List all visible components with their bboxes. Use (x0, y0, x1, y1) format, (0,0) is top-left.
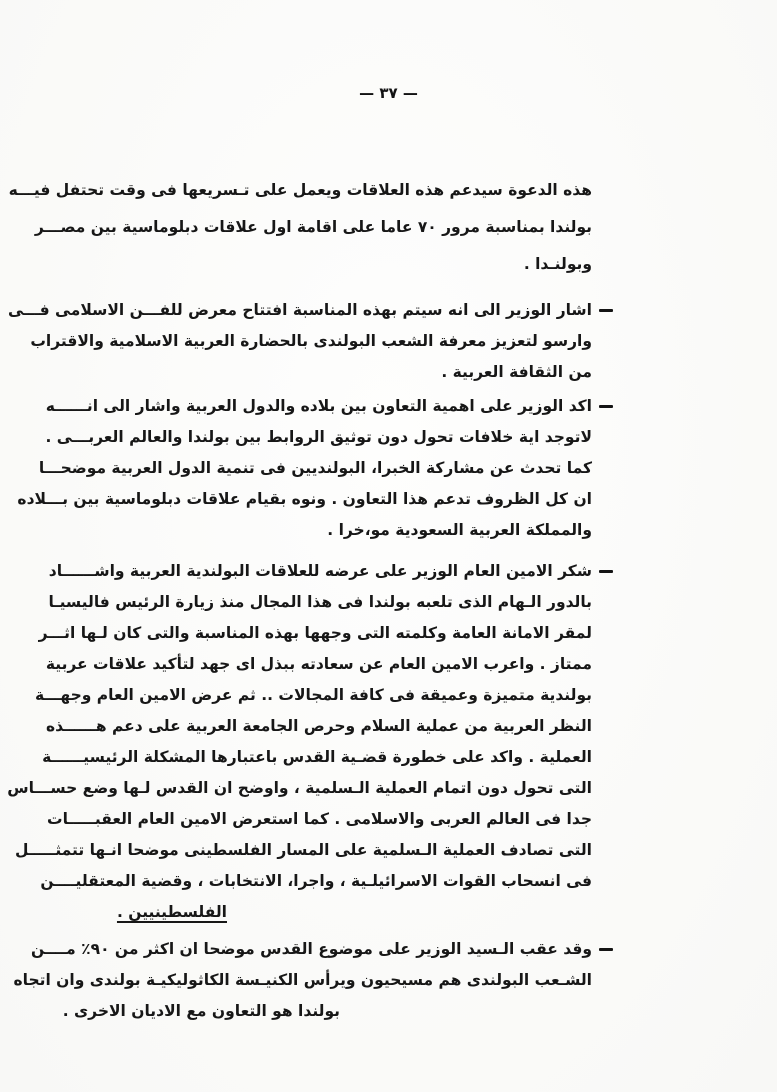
paragraph (8, 172, 592, 283)
text-line: لاتوجد اية خلافات تحول دون توثيق الروابط بين بولندا والعالم العربـــى . (45, 428, 592, 446)
text-line: بالدور الـهام الذى تلعبه بولندا فى هذا المجال منذ زيارة الرئيس فاليسيـا (48, 593, 592, 611)
paragraph (13, 934, 592, 1027)
text-line: بولندية متميزة وعميقة فى كافة المجالات .. ثم عرض الامين العام وجهـــة (35, 686, 592, 704)
paragraph (17, 391, 592, 546)
text-line: وقد عقب الـسيد الوزير على موضوع القدس موضحا ان اكثر من ٩٠٪ مــــن (31, 940, 592, 958)
page-number: — ٣٧ — (359, 84, 418, 102)
text-line: اكد الوزير على اهمية التعاون بين بلاده والدول العربية واشار الى انــــــه (45, 397, 592, 415)
text-line: الفلسطينيين . (116, 903, 227, 921)
paragraph (7, 295, 592, 388)
text-line: اشار الوزير الى انه سيتم بهذه المناسبة افتتاح معرض للفـــن الاسلامى فـــى (7, 301, 592, 319)
text-line: كما تحدث عن مشاركة الخبرا، البولنديين فى تنمية الدول العربية موضحـــا (38, 459, 592, 477)
text-line: من الثقافة العربية . (441, 363, 592, 381)
text-line: وارسو لتعزيز معرفة الشعب البولندى بالحضارة العربية الاسلامية والاقتراب (30, 332, 592, 350)
bullet-dash-icon (599, 309, 613, 312)
text-line: بولندا هو التعاون مع الاديان الاخرى . (62, 1002, 340, 1020)
text-line: وبولنـدا . (523, 255, 592, 273)
text-line: العملية . واكد على خطورة قضـية القدس باعتبارها المشكلة الرئيسيــــــة (42, 748, 592, 766)
text-line: بولندا بمناسبة مرور ٧٠ عاما على اقامة اول علاقات دبلوماسية بين مصـــر (34, 218, 592, 236)
text-line: ممتاز . واعرب الامين العام عن سعادته ببذل اى جهد لتأكيد علاقات عربية (45, 655, 592, 673)
text-line: الشـعب البولندى هم مسيحيون ويرأس الكنيـسة الكاثوليكيـة بولندى وان اتجاه (13, 971, 592, 989)
document-body (7, 172, 592, 1027)
paragraph (7, 556, 592, 928)
text-line: النظر العربية من عملية السلام وحرص الجامعة العربية على دعم هــــــذه (45, 717, 592, 735)
bullet-dash-icon (599, 405, 613, 408)
text-line: التى تصادف العملية الـسلمية على المسار الفلسطينى موضحا انـها تتمثـــــل (15, 841, 592, 859)
text-line: جدا فى العالم العربى والاسلامى . كما استعرض الامين العام العقبـــــات (47, 810, 592, 828)
text-line: التى تحول دون اتمام العملية الـسلمية ، واوضح ان القدس لـها وضع حســـاس (7, 779, 592, 797)
text-line: لمقر الامانة العامة وكلمته التى وجهها بهذه المناسبة والتى كان لـها اثـــر (38, 624, 592, 642)
bullet-dash-icon (599, 948, 613, 951)
text-line: فى انسحاب القوات الاسرائيلـية ، واجرا، الانتخابات ، وقضية المعتقليــــن (40, 872, 592, 890)
bullet-dash-icon (599, 570, 613, 573)
text-line: ان كل الظروف تدعم هذا التعاون . ونوه بقيام علاقات دبلوماسية بين بـــلاده (17, 490, 592, 508)
text-line: والمملكة العربية السعودية مو،خرا . (327, 521, 592, 539)
text-line: هذه الدعوة سيدعم هذه العلاقات ويعمل على تـسريعها فى وقت تحتفل فيـــه (8, 181, 592, 199)
text-line: شكر الامين العام الوزير على عرضه للعلاقات البولندية العربية واشــــــاد (48, 562, 592, 580)
